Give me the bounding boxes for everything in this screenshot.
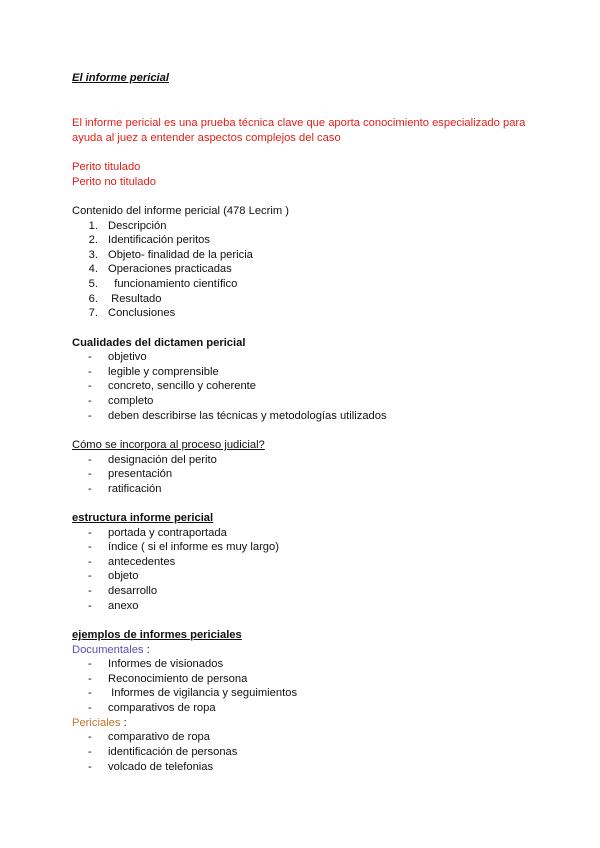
bullet-dash: - bbox=[88, 454, 92, 466]
bullet-dash: - bbox=[88, 351, 92, 363]
bullet-dash: - bbox=[88, 746, 92, 758]
bullet-dash: - bbox=[88, 570, 92, 582]
perito-no-titulado: Perito no titulado bbox=[72, 176, 156, 188]
list-item: comparativo de ropa bbox=[108, 731, 210, 743]
list-item: desarrollo bbox=[108, 585, 158, 597]
bullet-dash: - bbox=[88, 731, 92, 743]
list-item: Resultado bbox=[108, 293, 162, 305]
list-item: Descripción bbox=[108, 220, 167, 232]
list-item: volcado de telefonias bbox=[108, 761, 214, 773]
list-item: objetivo bbox=[108, 351, 147, 363]
list-number: 4. bbox=[88, 263, 98, 275]
list-item: antecedentes bbox=[108, 556, 176, 568]
list-item: objeto bbox=[108, 570, 139, 582]
list-item: índice ( si el informe es muy largo) bbox=[108, 541, 279, 553]
intro-line-2: ayuda al juez a entender aspectos complejos del caso bbox=[72, 132, 341, 144]
periciales-label: Periciales bbox=[72, 717, 121, 729]
intro-line-1: El informe pericial es una prueba técnica clave que aporta conocimiento especializado para bbox=[72, 117, 526, 129]
list-item: concreto, sencillo y coherente bbox=[108, 380, 257, 392]
bullet-dash: - bbox=[88, 541, 92, 553]
bullet-dash: - bbox=[88, 600, 92, 612]
list-number: 2. bbox=[88, 234, 98, 246]
list-item: Informes de visionados bbox=[108, 658, 224, 670]
list-number: 6. bbox=[88, 293, 98, 305]
bullet-dash: - bbox=[88, 410, 92, 422]
list-item: funcionamiento científico bbox=[108, 278, 238, 290]
list-item: comparativos de ropa bbox=[108, 702, 216, 714]
bullet-dash: - bbox=[88, 527, 92, 539]
list-item: legible y comprensible bbox=[108, 366, 219, 378]
cualidades-heading: Cualidades del dictamen pericial bbox=[72, 337, 246, 349]
list-item: Objeto- finalidad de la pericia bbox=[108, 249, 253, 261]
bullet-dash: - bbox=[88, 673, 92, 685]
list-item: portada y contraportada bbox=[108, 527, 227, 539]
list-item: deben describirse las técnicas y metodologías utilizados bbox=[108, 410, 387, 422]
list-item: ratificación bbox=[108, 483, 162, 495]
list-item: Identificación peritos bbox=[108, 234, 210, 246]
contenido-heading: Contenido del informe pericial (478 Lecrim ) bbox=[72, 205, 290, 217]
documentales-label: Documentales bbox=[72, 644, 144, 656]
bullet-dash: - bbox=[88, 468, 92, 480]
bullet-dash: - bbox=[88, 366, 92, 378]
periciales-label-row bbox=[72, 716, 127, 730]
list-item: Reconocimiento de persona bbox=[108, 673, 248, 685]
list-item: Informes de vigilancia y seguimientos bbox=[108, 687, 298, 699]
estructura-heading: estructura informe pericial bbox=[72, 512, 214, 524]
bullet-dash: - bbox=[88, 687, 92, 699]
list-number: 7. bbox=[88, 307, 98, 319]
list-item: identificación de personas bbox=[108, 746, 238, 758]
bullet-dash: - bbox=[88, 585, 92, 597]
bullet-dash: - bbox=[88, 658, 92, 670]
documentales-colon: : bbox=[143, 644, 150, 656]
list-item: completo bbox=[108, 395, 154, 407]
list-item: presentación bbox=[108, 468, 173, 480]
documentales-label-row bbox=[72, 643, 150, 657]
list-item: Operaciones practicadas bbox=[108, 263, 232, 275]
bullet-dash: - bbox=[88, 380, 92, 392]
list-number: 1. bbox=[88, 220, 98, 232]
bullet-dash: - bbox=[88, 761, 92, 773]
ejemplos-heading: ejemplos de informes periciales bbox=[72, 629, 242, 641]
list-number: 3. bbox=[88, 249, 98, 261]
list-item: designación del perito bbox=[108, 454, 217, 466]
bullet-dash: - bbox=[88, 702, 92, 714]
list-item: anexo bbox=[108, 600, 139, 612]
list-number: 5. bbox=[88, 278, 98, 290]
periciales-colon: : bbox=[120, 717, 127, 729]
document-title: El informe pericial bbox=[72, 72, 169, 84]
list-item: Conclusiones bbox=[108, 307, 176, 319]
bullet-dash: - bbox=[88, 483, 92, 495]
bullet-dash: - bbox=[88, 556, 92, 568]
perito-titulado: Perito titulado bbox=[72, 161, 141, 173]
incorpora-heading: Cómo se incorpora al proceso judicial? bbox=[72, 439, 265, 451]
bullet-dash: - bbox=[88, 395, 92, 407]
